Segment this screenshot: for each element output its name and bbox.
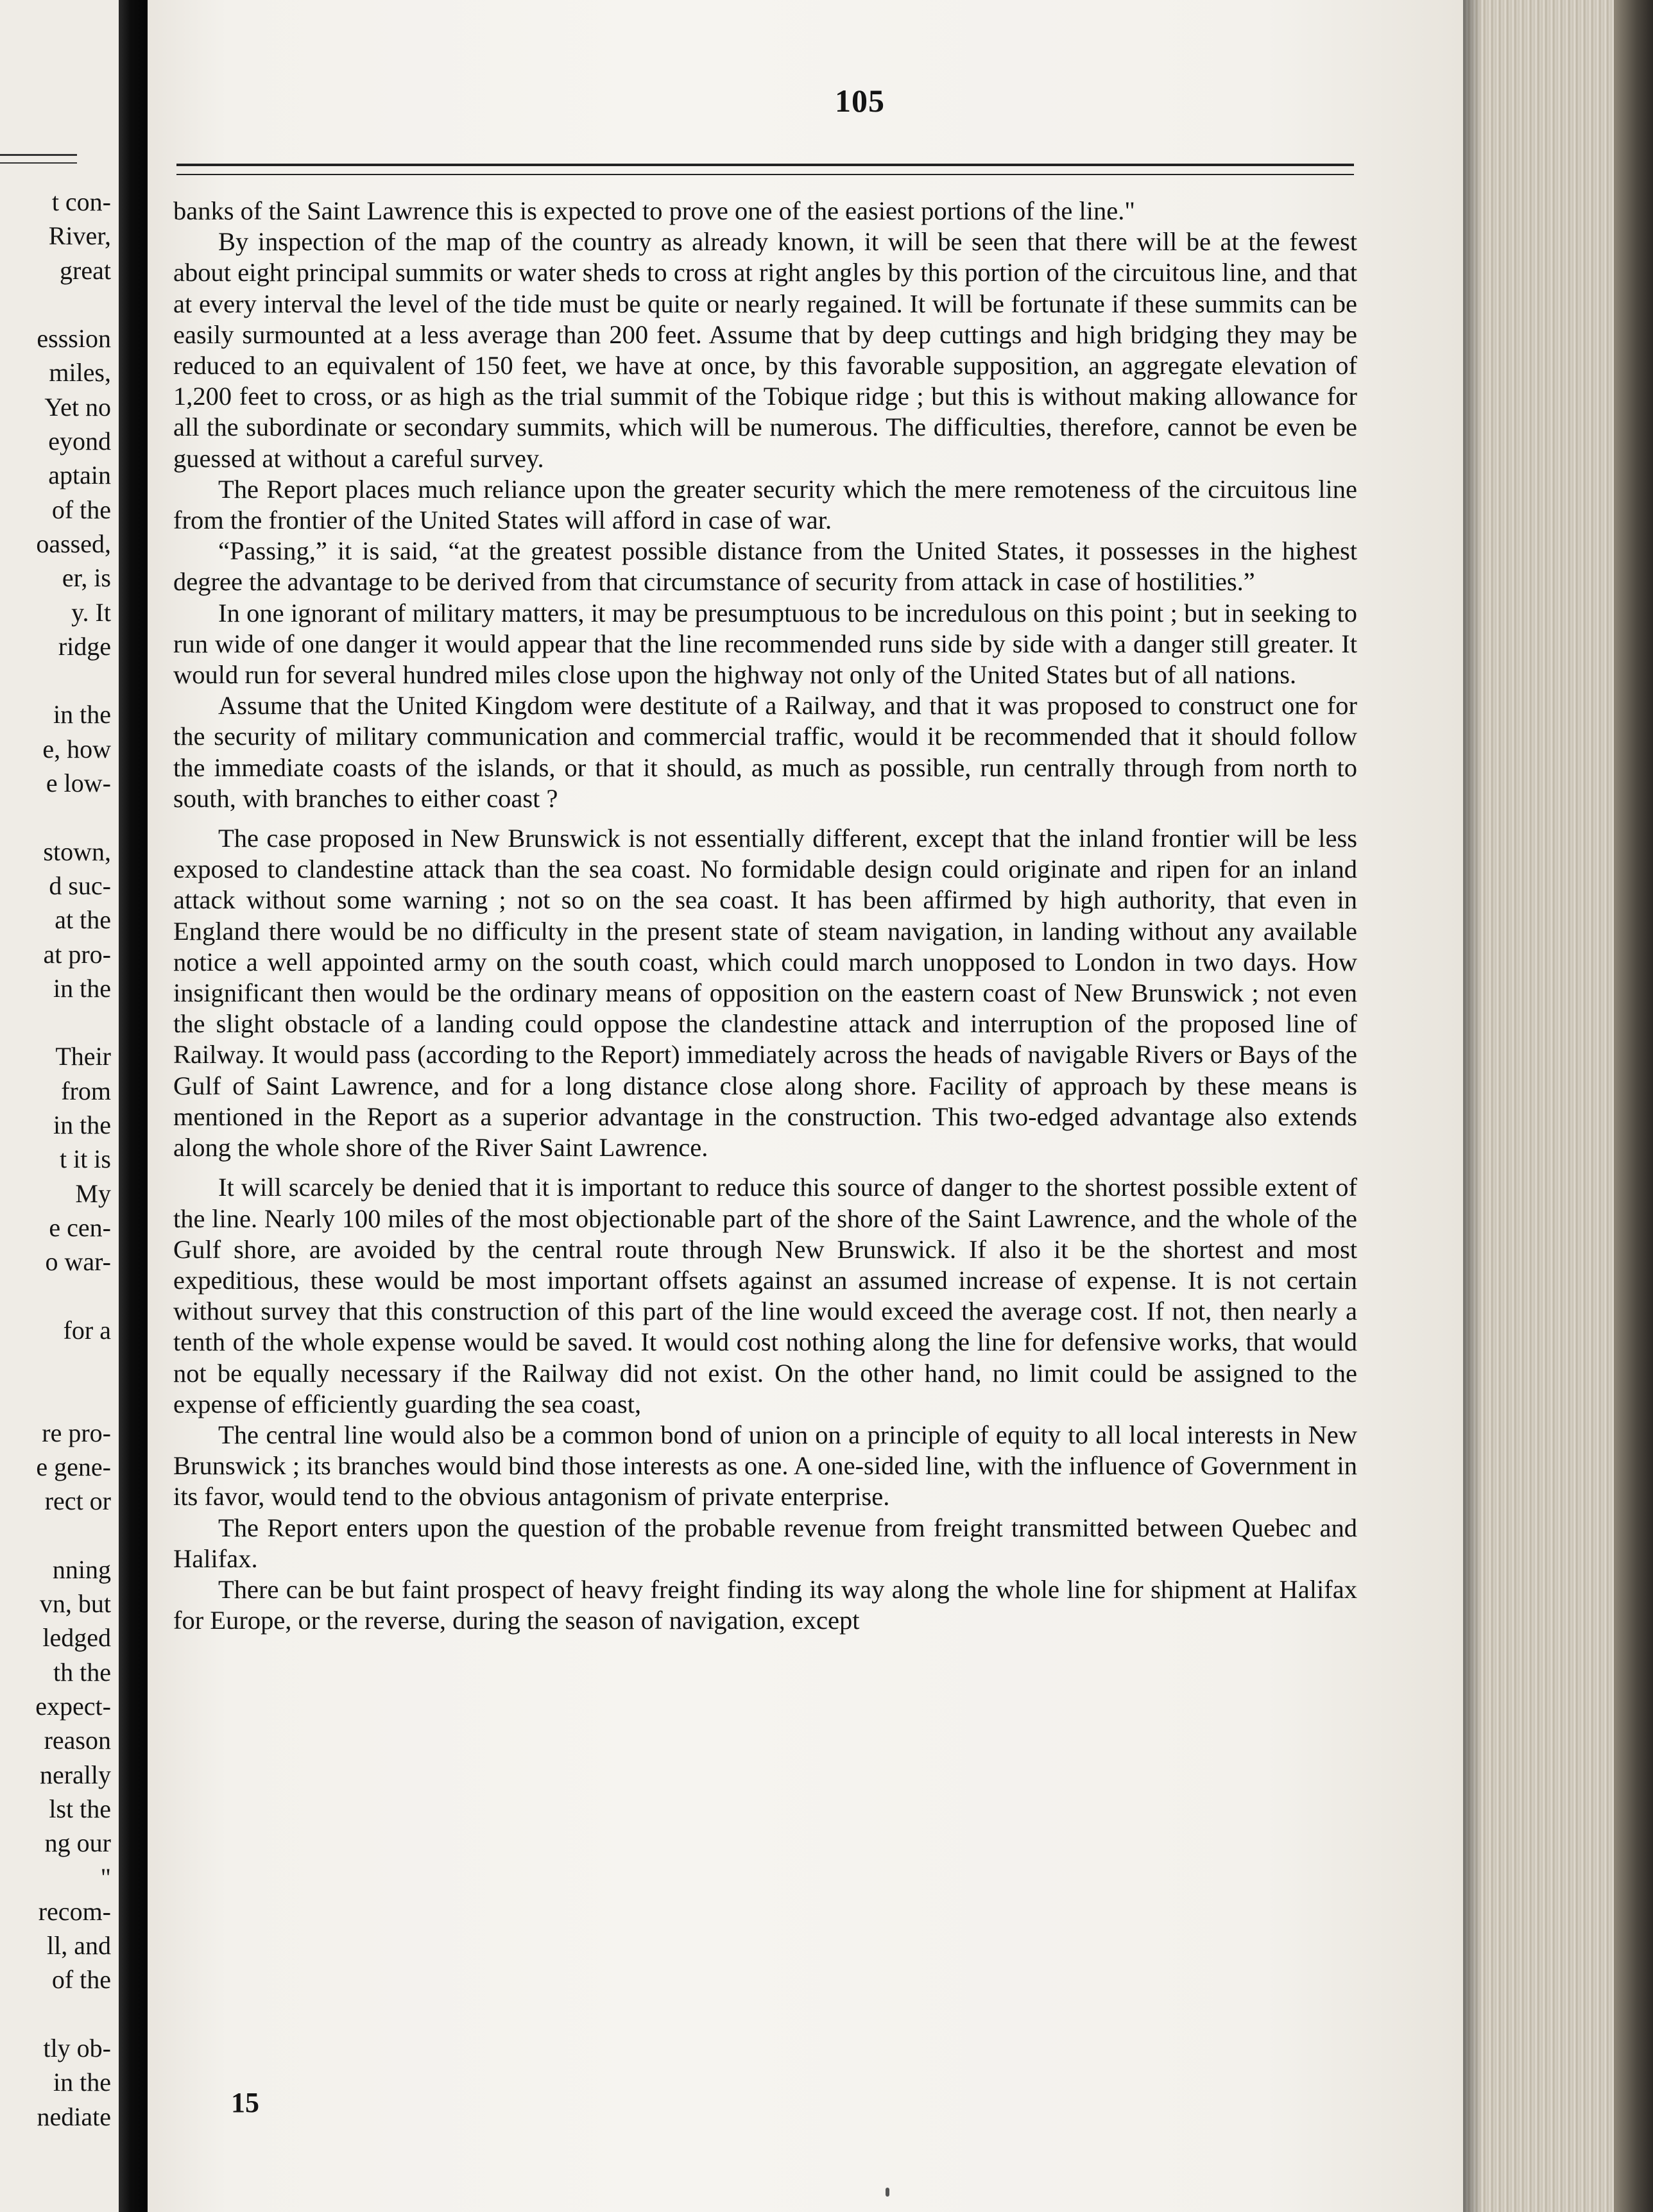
left-page-line: nediate [37,2102,111,2131]
left-page-line: oassed, [36,529,111,558]
left-page-line: miles, [49,358,111,387]
paragraph: The Report enters upon the question of the probable revenue from freight transmitted between Quebec and Halifax. [173,1513,1357,1573]
left-page-line: e cen- [49,1212,111,1242]
left-page-line [0,1519,111,1553]
left-page-line: Yet no [44,392,111,421]
left-page-line: ridge [58,631,111,661]
paragraph: The central line would also be a common bond of union on a principle of equity to all local interests in New Brunswick ; its branches would bind those interests as one. A one-sided line, with the influence of Government in its favor, would tend to the obvious antagonism of private enterprise. [173,1420,1357,1511]
left-page-line: aptain [48,461,111,490]
left-page-line: rect or [44,1486,111,1516]
left-page-line: er, is [62,563,111,593]
signature-mark: 15 [231,2087,259,2118]
left-page-line: d suc- [49,871,111,900]
left-page-line [0,1279,111,1313]
left-page-line: t it is [59,1144,111,1174]
book-cover-edge [1614,0,1653,2212]
left-page-text-fragments [0,185,111,2134]
left-page-line: for a [63,1315,111,1345]
left-page-line: eyond [48,427,111,456]
header-double-rule [176,164,1354,175]
left-page-line: in the [53,973,111,1003]
left-page-line: vn, but [39,1589,111,1619]
page-edge-shadow [1463,0,1482,2212]
left-page-line: o war- [45,1247,111,1277]
left-page-line: e gene- [36,1452,111,1481]
paragraph: Assume that the United Kingdom were destitute of a Railway, and that it was proposed to construct one for the security of military communication and commercial traffic, would it be recommended that it should follow the immediate coasts of the islands, or that it should, as much as possible, run centrally through from north to south, with branches to either coast ? [173,691,1357,813]
left-page-line: of the [51,1965,111,1995]
left-page-line [0,1005,111,1039]
left-page-line [0,663,111,697]
left-page-line: Their [55,1042,111,1071]
left-page-line: t con- [51,187,111,216]
left-page-line [0,1347,111,1381]
paragraph: banks of the Saint Lawrence this is expected to prove one of the easiest portions of the line." [173,196,1135,225]
left-page-line: in the [53,2068,111,2097]
paragraph: The case proposed in New Brunswick is not essentially different, except that the inland frontier will be less exposed to clandestine attack than the sea coast. No formidable design could originate and ripen for an inland attack without some warning ; not so on the sea coast. It has been affirmed by high authority, that even in England there would be no difficulty in the present state of steam navigation, in landing without any available notice a well appointed army on the south coast, which could march unopposed to London in two days. How insignificant then would be the ordinary means of opposition on the eastern coast of New Brunswick ; not even the slight obstacle of a landing could oppose the clandestine attack and interruption of the proposed line of Railway. It would pass (according to the Report) immediately across the heads of navigable Rivers or Bays of the Gulf of Saint Lawrence, and for a long distance close along shore. Facility of approach by these means is mentioned in the Report as a superior advantage in the construction. This two-edged advantage also extends along the whole shore of the River Saint Lawrence. [173,824,1357,1162]
left-page-line: e low- [46,769,111,798]
paragraph: There can be but faint prospect of heavy freight finding its way along the whole line for shipment at Halifax for Europe, or the reverse, during the season of navigation, except [173,1574,1357,1635]
left-facing-page [0,0,119,2212]
left-page-line: River, [48,221,111,251]
paragraph: It will scarcely be denied that it is important to reduce this source of danger to the shortest possible extent of the line. Nearly 100 miles of the most objectionable part of the shore of the Saint Lawrence, and the whole of the Gulf shore, are avoided by the central route through New Brunswick. If also it be the shortest and most expeditious, these would be most important offsets against an assumed increase of expense. It is not certain without survey that this construction of this part of the line would exceed the average cost. If not, then nearly a tenth of the whole expense would be saved. It would cost nothing along the line for defensive works, that would not be equally necessary if the Railway did not exist. On the other hand, no limit could be assigned to the expense of efficiently guarding the sea coast, [173,1173,1357,1418]
left-page-line: from [61,1076,111,1105]
left-page-line: at the [55,905,111,935]
body-text [173,196,1357,1636]
left-page-line: nning [52,1554,111,1584]
book-gutter [119,0,148,2212]
paragraph: In one ignorant of military matters, it may be presumptuous to be incredulous on this point ; but in seeking to run wide of one danger it would appear that the line recommended runs side by side with a danger still greater. It would run for several hundred miles close upon the highway not only of the United States but of all nations. [173,598,1357,690]
page-number: 105 [835,83,885,119]
left-page-line [0,1381,111,1415]
left-page-line: in the [53,1110,111,1140]
left-page-line: esssion [37,324,111,353]
right-page [148,0,1463,2212]
left-page-line: stown, [43,837,111,866]
left-page-line: My [75,1178,111,1208]
left-page-line: th the [53,1657,111,1687]
left-page-line: of the [51,495,111,524]
left-page-line: tly ob- [43,2034,111,2063]
paragraph: The Report places much reliance upon the greater security which the mere remoteness of the circuitous line from the frontier of the United States will afford in case of war. [173,474,1357,535]
paragraph: By inspection of the map of the country as already known, it will be seen that there will be at the fewest about eight principal summits or water sheds to cross at right angles by this portion of the circuitous line, and that at every interval the level of the tide must be quite or nearly regained. It will be fortunate if these summits can be easily surmounted at a less average than 200 feet. Assume that by deep cuttings and high bridging they may be reduced to an equivalent of 150 feet, we have at once, by this favorable supposition, an aggregate elevation of 1,200 feet to cross, or as high as the trial summit of the Tobique ridge ; but this is without making allowance for all the subordinate or secondary summits, which will be numerous. The difficulties, therefore, cannot be even be guessed at without a careful survey. [173,227,1357,473]
left-page-line [0,1997,111,2031]
left-page-line: ng our [44,1828,111,1858]
left-page-line: expect- [35,1692,111,1721]
left-page-line: in the [53,700,111,729]
left-page-line [0,800,111,834]
left-page-line: reason [44,1726,111,1755]
left-page-line: " [100,1862,111,1892]
left-page-line: at pro- [43,939,111,969]
left-page-line: re pro- [42,1418,111,1447]
left-page-line [0,287,111,321]
left-page-line: lst the [49,1794,111,1823]
left-page-line: nerally [39,1760,111,1789]
left-page-header-rule [0,154,77,164]
stray-ink-mark [886,2188,889,2197]
paragraph: “Passing,” it is said, “at the greatest possible distance from the United States, it possesses in the highest degree the advantage to be derived from that circumstance of security from attack in case of hostilities.” [173,536,1357,597]
left-page-line: e, how [42,734,111,763]
left-page-line: recom- [38,1896,111,1926]
left-page-line: ledged [42,1623,111,1653]
left-page-line: y. It [71,597,111,627]
left-page-line: great [60,255,111,285]
left-page-line: ll, and [47,1931,111,1961]
